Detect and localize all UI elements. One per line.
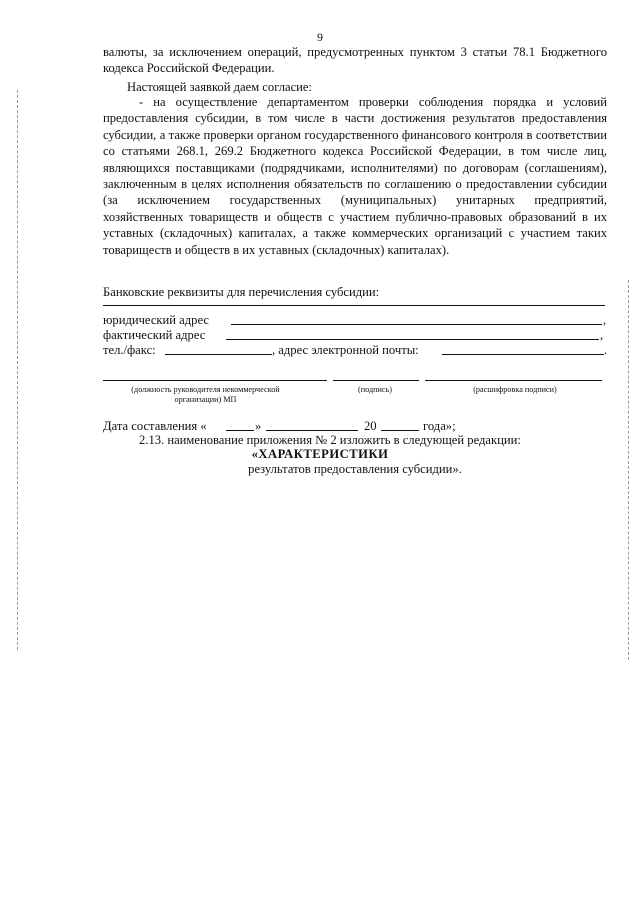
date-label: Дата составления « bbox=[103, 419, 207, 433]
intro-paragraph: валюты, за исключением операций, предусмотренных пунктом 3 статьи 78.1 Бюджетного кодекса Российской Федерации. bbox=[103, 45, 607, 76]
legal-address-comma: , bbox=[603, 313, 607, 327]
left-scan-edge bbox=[17, 90, 18, 650]
legal-address-label: юридический адрес bbox=[103, 313, 209, 327]
phone-fax-label: тел./факс: bbox=[103, 343, 156, 357]
email-blank bbox=[442, 354, 604, 355]
actual-address-blank bbox=[226, 339, 599, 340]
appendix-subtitle: результатов предоставления субсидии». bbox=[248, 462, 462, 476]
actual-address-comma: , bbox=[600, 328, 604, 342]
date-year-suffix: года»; bbox=[423, 419, 456, 433]
amendment-text: 2.13. наименование приложения № 2 изложить в следующей редакции: bbox=[139, 433, 521, 447]
right-scan-edge bbox=[628, 280, 629, 660]
consent-paragraph: - на осуществление департаментом проверки соблюдения порядка и условий предоставления субсидии, в том числе в части достижения результатов предоставления субсидии, а также проверки органом государственного финансового контроля в соответствии со статьями 268.1, 269.2 Бюджетного кодекса Российской Федерации, в том числе лиц, являющихся поставщиками (подрядчиками, исполнителями) по договорам (соглашениям), заключенным в целях исполнения обязательств по соглашению о предоставлении субсидии (за исключением государственных (муниципальных) унитарных предприятий, хозяйственных товариществ и обществ с участием публично-правовых образований в их уставных (складочных) капиталах, а также коммерческих организаций с участием таких товариществ и обществ в их уставных (складочных) капиталах). bbox=[103, 95, 607, 257]
position-caption: (должность руководителя некоммерческой организации) МП bbox=[131, 385, 280, 404]
bank-details-heading: Банковские реквизиты для перечисления субсидии: bbox=[103, 285, 380, 299]
consent-heading: Настоящей заявкой даем согласие: bbox=[127, 80, 313, 94]
appendix-title: «ХАРАКТЕРИСТИКИ bbox=[251, 447, 389, 461]
date-year-prefix: 20 bbox=[364, 419, 377, 433]
signature-caption: (подпись) bbox=[358, 385, 392, 394]
email-label: , адрес электронной почты: bbox=[272, 343, 419, 357]
email-period: . bbox=[604, 343, 608, 357]
position-signature-line bbox=[103, 380, 327, 381]
decoding-caption: (расшифровка подписи) bbox=[473, 385, 557, 394]
date-day-blank bbox=[226, 430, 254, 431]
bank-details-blank-line bbox=[103, 305, 605, 306]
date-month-blank bbox=[266, 430, 358, 431]
actual-address-label: фактический адрес bbox=[103, 328, 206, 342]
phone-fax-blank bbox=[165, 354, 272, 355]
legal-address-blank bbox=[231, 324, 602, 325]
date-close-quote: » bbox=[255, 419, 262, 433]
signature-line bbox=[333, 380, 419, 381]
decoding-signature-line bbox=[425, 380, 602, 381]
date-year-blank bbox=[381, 430, 419, 431]
page-number: 9 bbox=[317, 30, 323, 44]
